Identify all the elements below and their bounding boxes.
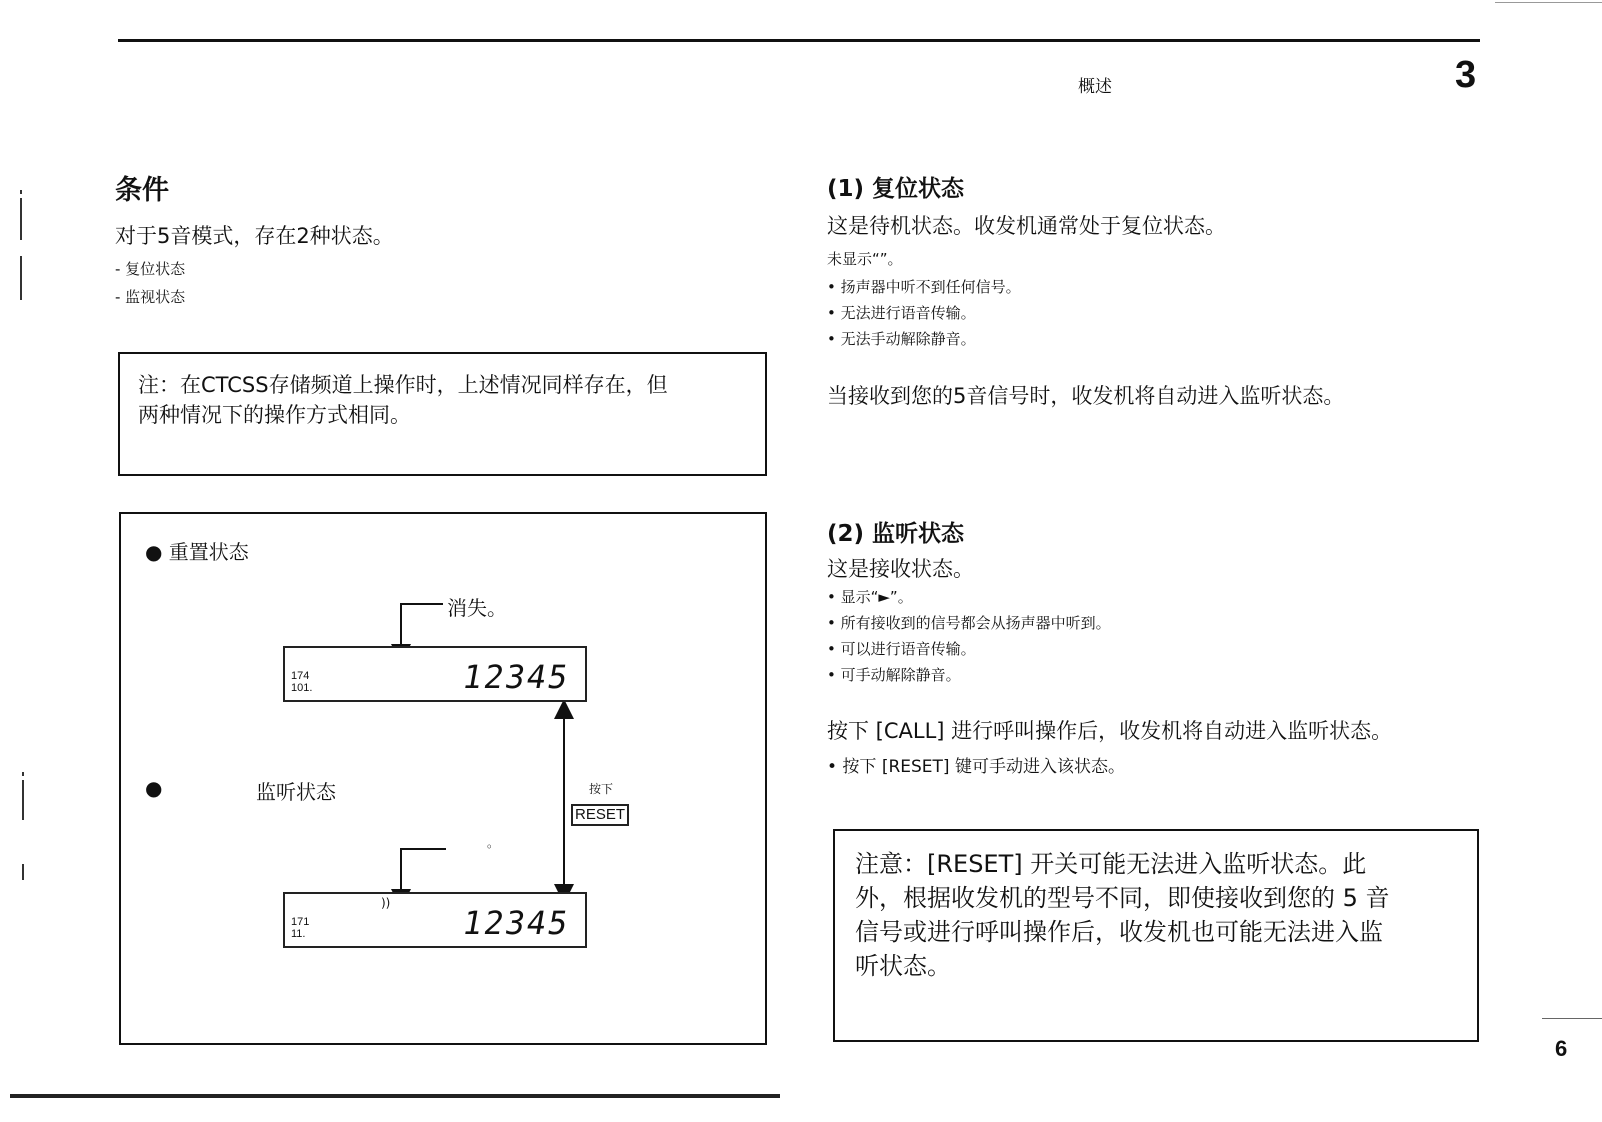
reset-state-label: ● 重置状态	[145, 540, 249, 564]
lcd-digits: 12345	[459, 904, 573, 942]
binder-mark	[20, 198, 22, 240]
binder-mark	[22, 864, 24, 880]
reset-note-line2: 外，根据收发机的型号不同，即使接收到您的 5 音	[855, 884, 1390, 912]
state-item-reset: - 复位状态	[115, 260, 186, 278]
lcd-channel-line2: 101.	[291, 682, 313, 694]
list-item: • 扬声器中听不到任何信号。	[827, 278, 1021, 296]
reset-note-line4: 听状态。	[855, 952, 951, 980]
disappear-label: 消失。	[447, 596, 507, 620]
conditions-intro: 对于5音模式，存在2种状态。	[115, 224, 394, 248]
ctcss-note-line2: 两种情况下的操作方式相同。	[138, 403, 411, 427]
reset-button[interactable]: RESET	[571, 804, 629, 826]
lcd-digits: 12345	[459, 658, 573, 696]
lcd-channel-line1: 174	[291, 670, 310, 682]
reset-state-heading: (1) 复位状态	[827, 176, 965, 202]
reset-manual-text: • 按下 [RESET] 键可手动进入该状态。	[827, 757, 1125, 777]
section-title: 概述	[1078, 77, 1112, 97]
reset-state-desc: 这是待机状态。收发机通常处于复位状态。	[827, 214, 1226, 238]
list-item: • 可手动解除静音。	[827, 666, 961, 684]
reset-note-box	[833, 829, 1479, 1042]
binder-mark	[22, 780, 24, 820]
conditions-heading: 条件	[115, 175, 169, 206]
press-label: 按下	[589, 782, 614, 796]
footer-rule	[10, 1094, 780, 1098]
lcd-monitor-display	[283, 892, 587, 948]
list-item: • 所有接收到的信号都会从扬声器中听到。	[827, 614, 1111, 632]
ctcss-note-line1: 注：在CTCSS存储频道上操作时，上述情况同样存在，但	[138, 373, 668, 397]
lcd-reset-display	[283, 646, 587, 702]
ctcss-note-box	[118, 352, 767, 476]
chapter-number: 3	[1455, 54, 1477, 96]
header-rule	[118, 39, 1480, 42]
page-number: 6	[1555, 1036, 1568, 1061]
corner-rule	[1495, 2, 1602, 3]
monitor-state-heading: (2) 监听状态	[827, 521, 965, 547]
list-item: • 无法手动解除静音。	[827, 330, 976, 348]
lcd-channel-line2: 11.	[291, 928, 306, 940]
monitor-state-desc: 这是接收状态。	[827, 557, 974, 581]
monitor-bullet-list	[827, 584, 1111, 688]
binder-mark	[20, 190, 22, 194]
auto-monitor-text: 当接收到您的5音信号时，收发机将自动进入监听状态。	[827, 384, 1345, 408]
small-dot: 。	[487, 836, 500, 850]
binder-mark	[20, 256, 22, 300]
state-diagram	[119, 512, 767, 1045]
list-item: • 无法进行语音传输。	[827, 304, 976, 322]
reset-display-note: 未显示“”。	[827, 250, 903, 268]
reset-bullet-list	[827, 274, 1021, 352]
call-text: 按下 [CALL] 进行呼叫操作后，收发机将自动进入监听状态。	[827, 719, 1393, 743]
page-number-rule	[1542, 1018, 1602, 1019]
state-item-monitor: - 监视状态	[115, 288, 186, 306]
reset-note-line3: 信号或进行呼叫操作后，收发机也可能无法进入监	[855, 918, 1383, 946]
monitor-state-label: 监听状态	[256, 780, 336, 804]
list-item: • 可以进行语音传输。	[827, 640, 976, 658]
list-item: • 显示“►”。	[827, 588, 913, 606]
monitor-bullet: ●	[145, 776, 163, 800]
reset-note-line1: 注意：[RESET] 开关可能无法进入监听状态。此	[855, 850, 1367, 878]
diagram-arrows	[121, 514, 769, 1047]
speaker-indicator: ))	[381, 896, 391, 910]
lcd-channel-line1: 171	[291, 916, 310, 928]
binder-mark	[22, 772, 24, 776]
